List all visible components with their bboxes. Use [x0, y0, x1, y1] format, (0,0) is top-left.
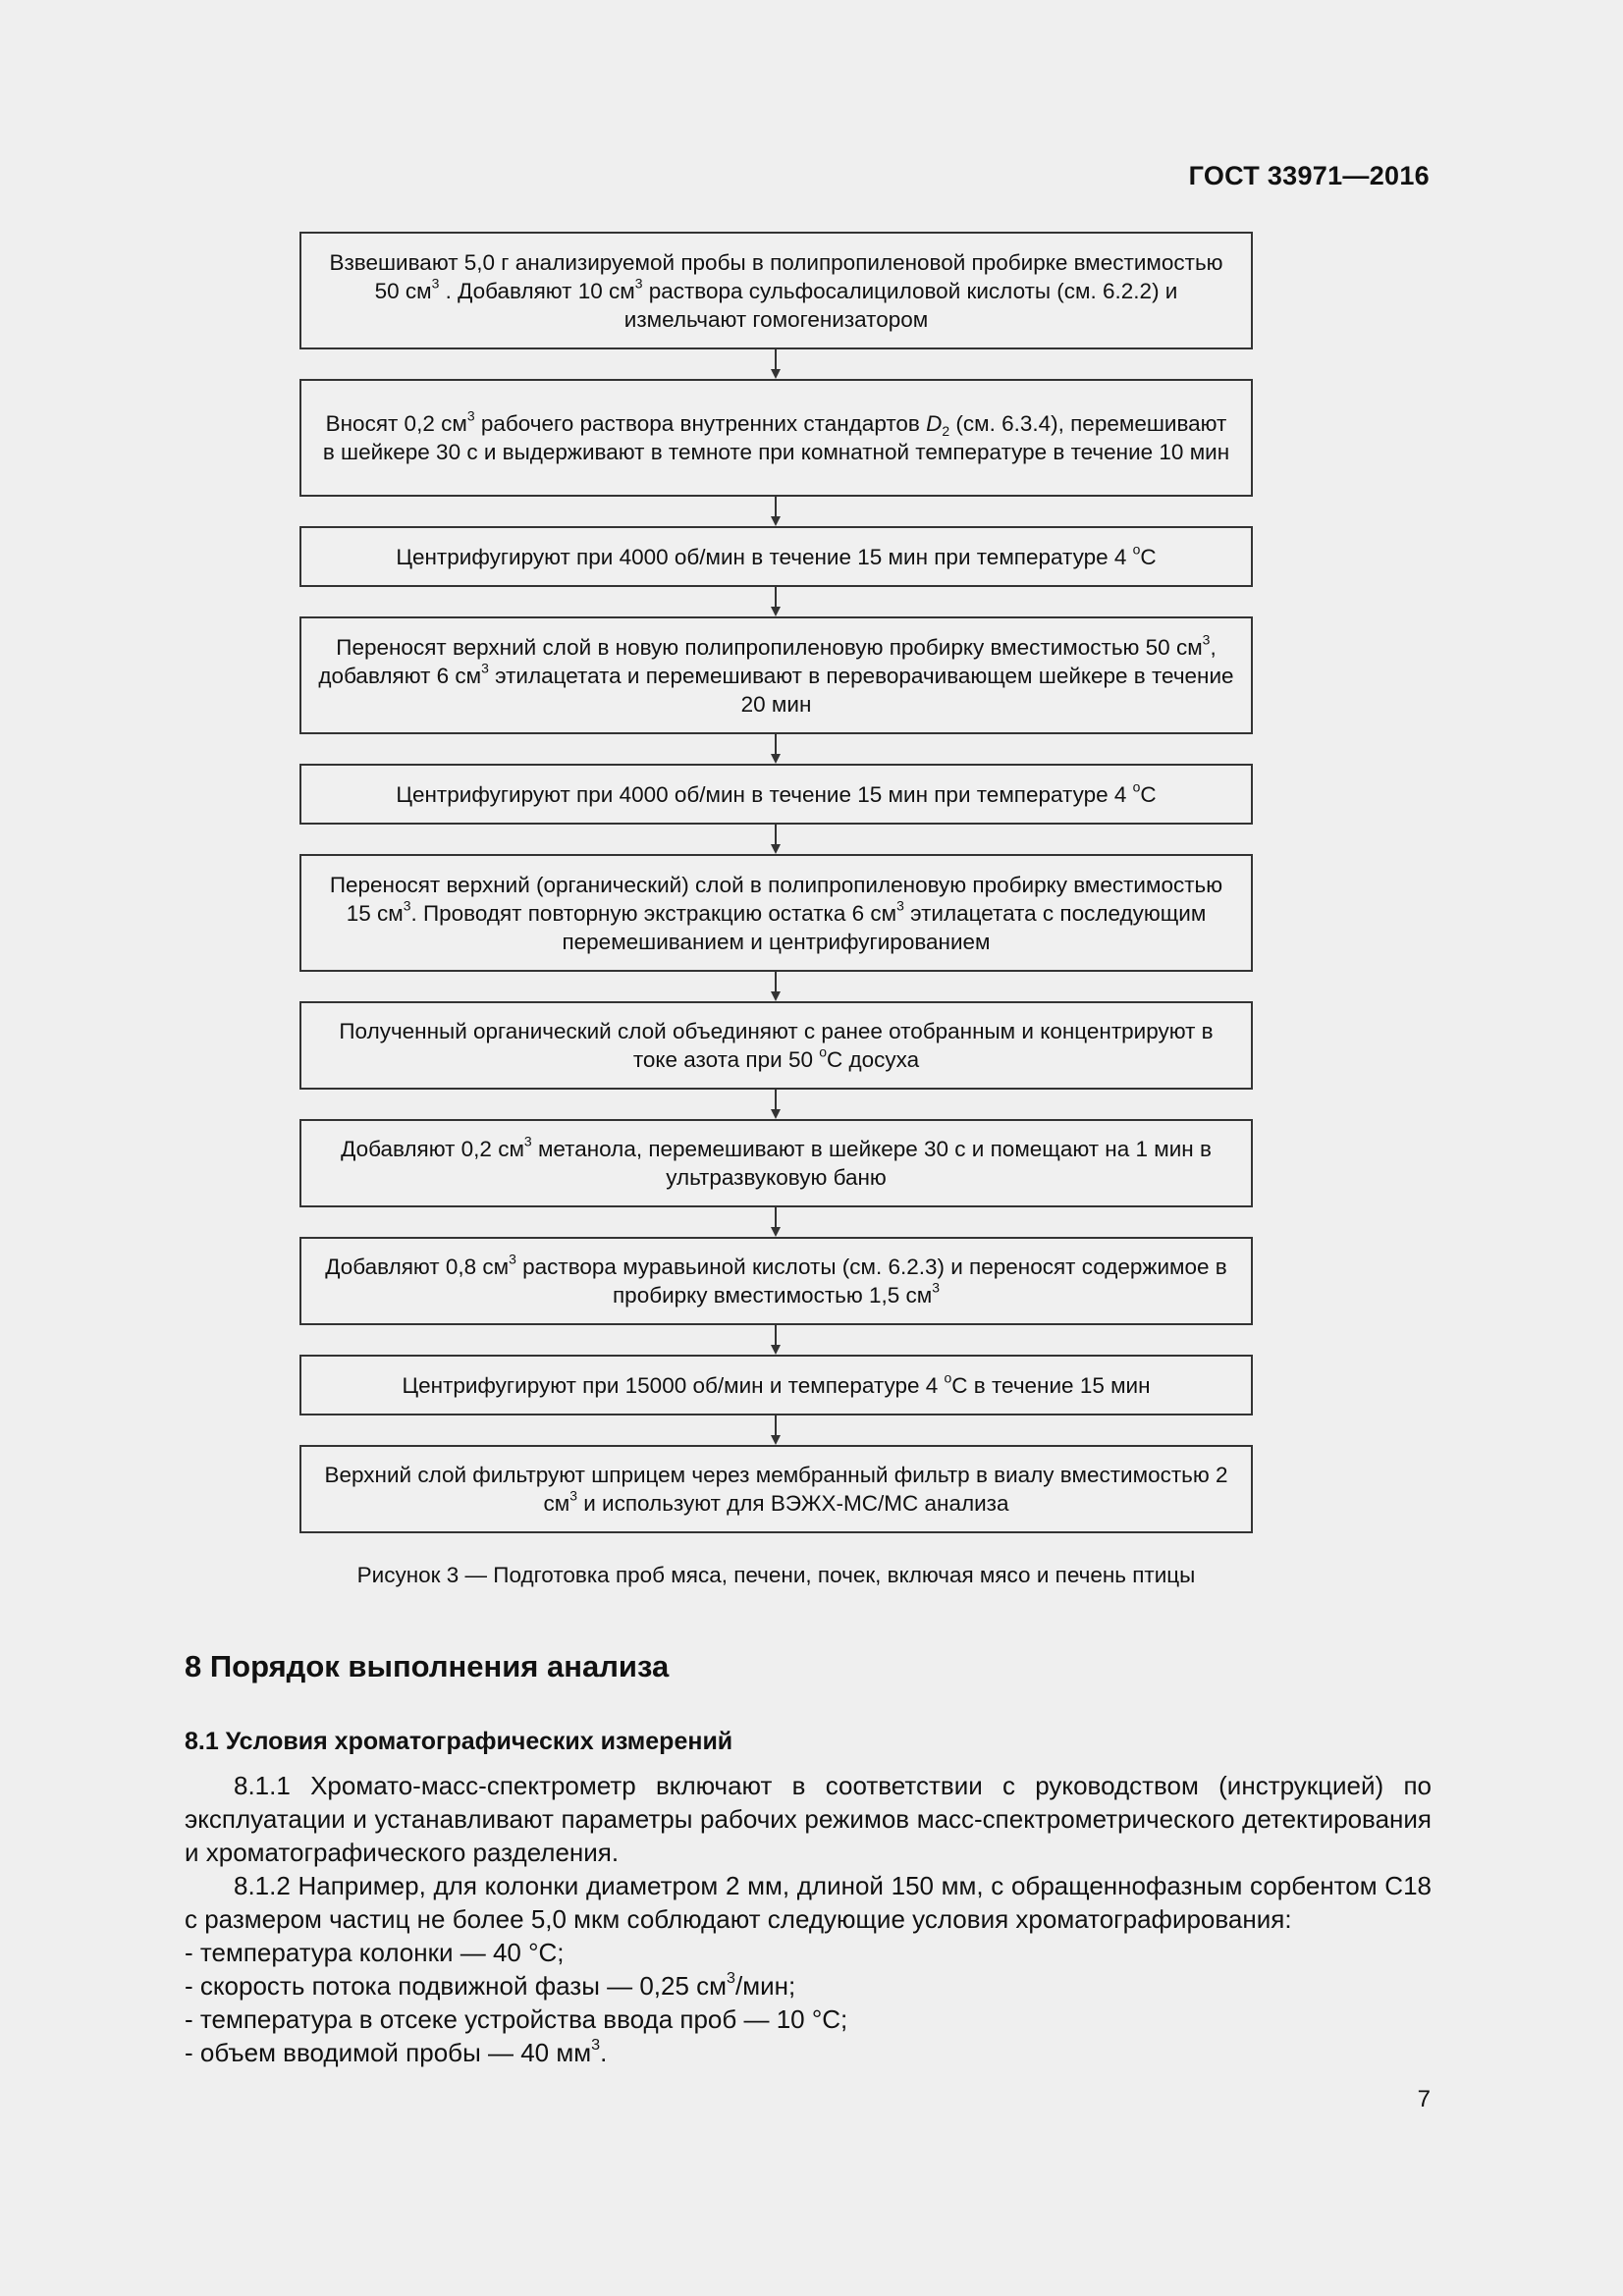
flow-arrow [299, 1207, 1253, 1237]
flow-step-3 [299, 526, 1253, 587]
flow-step-2 [299, 379, 1253, 497]
condition-item: - объем вводимой пробы — 40 $мм^3$. [185, 2035, 608, 2067]
flow-step-text: Центрифугируют при 15000 об/мин и температуре 4 $^о$С в течение 15 мин [402, 1369, 1151, 1398]
flow-arrow [299, 825, 1253, 854]
flow-step-text: Добавляют 0,2 $см^3$ метанола, перемешивают в шейкере 30 с и помещают на 1 мин в ультразвуковую баню [341, 1133, 1212, 1190]
section-title: 8 Порядок выполнения анализа [185, 1649, 670, 1683]
flow-arrow [299, 497, 1253, 526]
flow-arrow [299, 1325, 1253, 1355]
flow-step-text: Центрифугируют при 4000 об/мин в течение 15 мин при температуре 4 $^о$С [396, 541, 1157, 569]
condition-item: - скорость потока подвижной фазы — 0,25 $см^3$/мин; [185, 1968, 796, 2001]
flow-arrow [299, 1415, 1253, 1445]
condition-item: - температура колонки — 40 °С; [185, 1938, 565, 1967]
flow-step-8 [299, 1119, 1253, 1207]
flow-step-text: Переносят верхний слой в новую полипропиленовую пробирку вместимостью 50 $см^3$, добавляют 6 $см^3$ этилацетата и перемешивают в переворачивающем шейкере в течение 20 мин [318, 631, 1234, 717]
flow-step-9 [299, 1237, 1253, 1325]
flow-step-11 [299, 1445, 1253, 1533]
condition-item: - температура в отсеке устройства ввода проб — 10 °С; [185, 2004, 848, 2034]
flow-step-4 [299, 616, 1253, 734]
section-body [185, 1769, 1432, 2069]
flow-arrow [299, 1090, 1253, 1119]
document-code: ГОСТ 33971—2016 [1188, 161, 1430, 190]
page-number: 7 [1417, 2086, 1431, 2112]
flow-step-text: Взвешивают 5,0 г анализируемой пробы в полипропиленовой пробирке вместимостью 50 $см^3$ . Добавляют 10 $см^3$ раствора сульфосалициловой кислоты (см. 6.2.2) и измельчают гомогенизатором [329, 249, 1223, 332]
flow-arrow [299, 734, 1253, 764]
flow-step-text: Переносят верхний (органический) слой в полипропиленовую пробирку вместимостью 15 $см^3$. Проводят повторную экстракцию остатка 6 $см^3$ этилацетата с последующим перемешиванием и центрифугированием [329, 872, 1223, 954]
flow-step-7 [299, 1001, 1253, 1090]
paragraph-8-1-2: 8.1.2 Например, для колонки диаметром 2 мм, длиной 150 мм, с обращеннофазным сорбентом С18 с размером частиц не более 5,0 мкм соблюдают следующие условия хроматографирования: [185, 1871, 1432, 1934]
flow-step-text: Центрифугируют при 4000 об/мин в течение 15 мин при температуре 4 $^о$С [396, 778, 1157, 807]
flow-step-text: Добавляют 0,8 $см^3$ раствора муравьиной кислоты (см. 6.2.3) и переносят содержимое в пробирку вместимостью 1,5 $см^3$ [325, 1251, 1227, 1308]
flow-step-text: Вносят 0,2 $см^3$ рабочего раствора внутренних стандартов $D_2$ (см. 6.3.4), перемешивают в шейкере 30 с и выдерживают в темноте при комнатной температуре в течение 10 мин [322, 407, 1230, 464]
flow-step-6 [299, 854, 1253, 972]
paragraph-8-1-1: 8.1.1 Хромато-масс-спектрометр включают в соответствии с руководством (инструкцией) по эксплуатации и устанавливают параметры рабочих режимов масс-спектрометрического детектирования и хроматографического разделения. [185, 1771, 1432, 1867]
flow-step-text: Верхний слой фильтруют шприцем через мембранный фильтр в виалу вместимостью 2 $см^3$ и используют для ВЭЖХ-МС/МС анализа [324, 1463, 1228, 1516]
subsection-title: 8.1 Условия хроматографических измерений [185, 1728, 733, 1755]
flow-step-10 [299, 1355, 1253, 1415]
flow-step-5 [299, 764, 1253, 825]
flow-arrow [299, 972, 1253, 1001]
flowchart [299, 232, 1253, 1533]
flow-arrow [299, 587, 1253, 616]
flow-step-1 [299, 232, 1253, 349]
flow-step-text: Полученный органический слой объединяют с ранее отобранным и концентрируют в токе азота при 50 $^о$С досуха [339, 1019, 1214, 1072]
figure-caption: Рисунок 3 — Подготовка проб мяса, печени, почек, включая мясо и печень птицы [356, 1563, 1196, 1587]
flow-arrow [299, 349, 1253, 379]
